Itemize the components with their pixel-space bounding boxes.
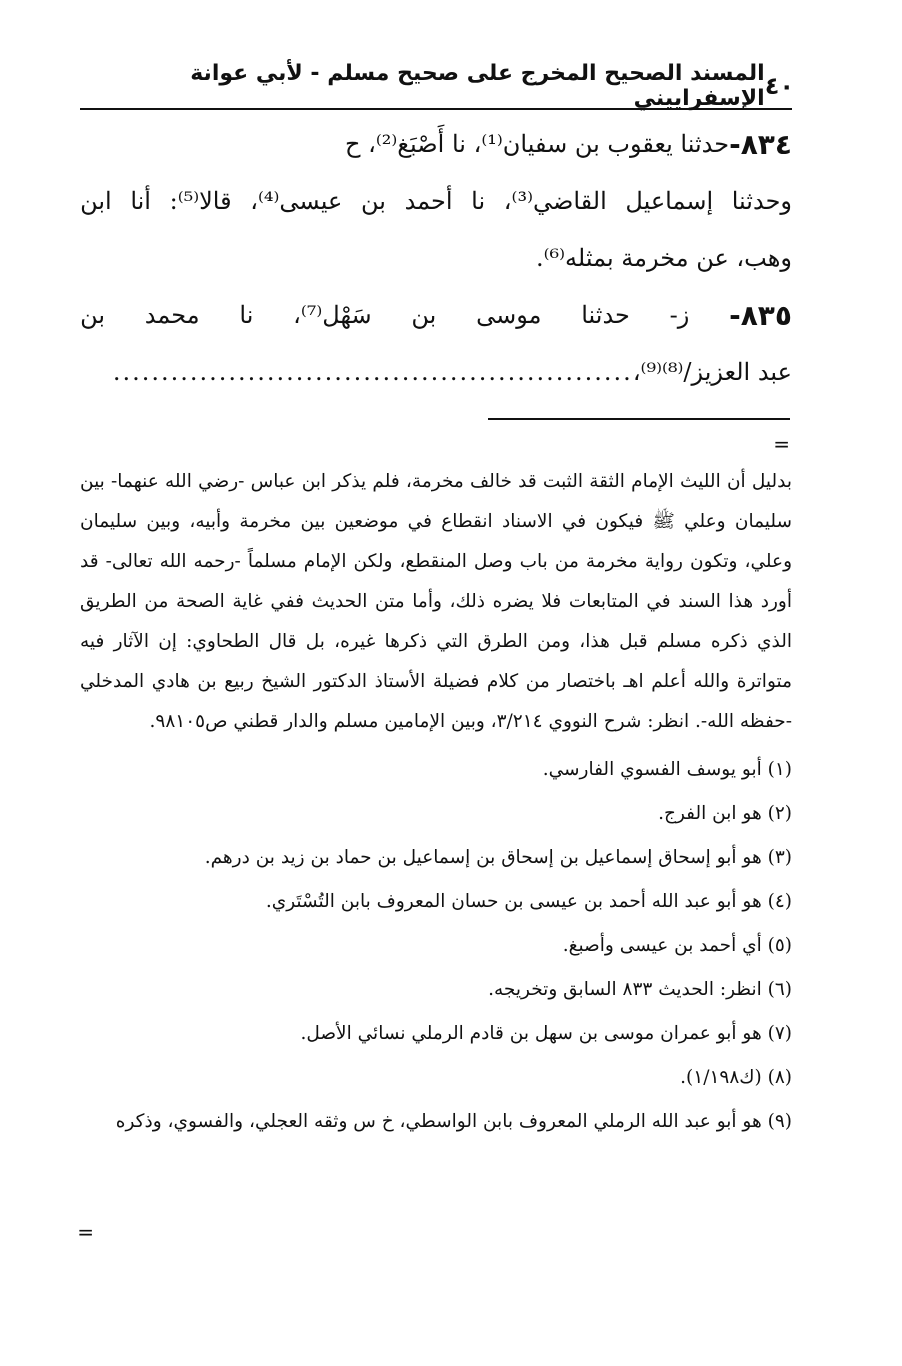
hadith-834-line-2 — [80, 173, 792, 230]
hadith-text — [80, 116, 792, 401]
hadith-834-line-3 — [80, 230, 792, 287]
footnote-8: (٨) (ك١/١٩٨). — [680, 1067, 792, 1088]
word: ابن — [80, 187, 112, 215]
word: قالا⁽⁵⁾: — [169, 187, 232, 215]
running-title: المسند الصحيح المخرج على صحيح مسلم - لأبي عوانة الإسفراييني — [190, 61, 765, 111]
footnote-1: (١) أبو يوسف الفسوي الفارسي. — [542, 759, 792, 780]
word: سَهْل⁽⁷⁾، — [293, 301, 372, 329]
footnote-3: (٣) هو أبو إسحاق إسماعيل بن إسحاق بن إسماعيل بن حماد بن زيد بن درهم. — [204, 847, 792, 868]
footnote-6: (٦) انظر: الحديث ٨٣٣ السابق وتخريجه. — [488, 979, 792, 1000]
word: نا — [471, 187, 486, 215]
page-header — [80, 61, 794, 111]
word: إسماعيل — [625, 187, 714, 215]
word: وحدثنا — [731, 187, 792, 215]
page-number: ٤٠ — [764, 72, 794, 100]
word: حدثنا — [581, 301, 630, 329]
footnote-4: (٤) هو أبو عبد الله أحمد بن عيسى بن حسان المعروف بابن التُسْتَري. — [265, 891, 792, 912]
word: محمد — [144, 301, 200, 329]
hadith-number-834: ٨٣٤- — [729, 128, 792, 161]
footnote-7: (٧) هو أبو عمران موسى بن سهل بن قادم الرملي نسائي الأصل. — [300, 1023, 792, 1044]
hadith-835-text-end: عبد العزيز/⁽⁸⁾⁽⁹⁾، — [632, 358, 792, 386]
continued-footnote-paragraph: بدليل أن الليث الإمام الثقة الثبت قد خالف مخرمة، فلم يذكر ابن عباس -رضي الله عنهما- بين سليمان وعلي ﷺ فيكون في الاسناد انقطاع في موضعين بين مخرمة وأبيه، وبين سليمان وعلي، وتكون رواية مخرمة من باب وصل المنقطع، ولكن الإمام مسلماً -رحمه الله تعالى- قد أورد هذا السند في المتابعات فلا يضره ذلك، وأما متن الحديث ففي غاية الصحة من الطريق الذي ذكره مسلم قبل هذا، ومن الطرق التي ذكرها غيره، بل قال الطحاوي: إن الآثار فيه متواترة والله أعلم اهـ باختصار من كلام فضيلة الأستاذ الدكتور الشيخ ربيع بن هادي المدخلي -حفظه الله-. انظر: شرح النووي ٣/٢١٤، وبين الإمامين مسلم والدار قطني ص٩٨١٠٥. — [80, 471, 792, 732]
footnote-list — [80, 748, 792, 1144]
footnote-separator — [488, 418, 790, 420]
word: أحمد — [404, 187, 453, 215]
continuation-marker: = — [773, 432, 790, 456]
hadith-834-text: حدثنا يعقوب بن سفيان⁽¹⁾، نا أَصْبَغ⁽²⁾، ح — [345, 130, 730, 158]
end-marker: = — [77, 1220, 94, 1244]
footnote-2: (٢) هو ابن الفرج. — [658, 803, 792, 824]
word: موسى — [476, 301, 542, 329]
footnote-9: (٩) هو أبو عبد الله الرملي المعروف بابن الواسطي، خ س وثقه العجلي، والفسوي، وذكره — [115, 1111, 792, 1132]
hadith-835-line-1 — [80, 287, 792, 344]
hadith-834-text-end: وهب، عن مخرمة بمثله⁽⁶⁾. — [535, 244, 792, 272]
word: نا — [239, 301, 254, 329]
footnotes — [80, 462, 792, 1144]
footnote-5: (٥) أي أحمد بن عيسى وأصبغ. — [562, 935, 792, 956]
header-rule — [80, 108, 792, 110]
word: بن — [360, 187, 386, 215]
hadith-835-line-2 — [80, 344, 792, 401]
word: أنا — [130, 187, 151, 215]
word: عيسى⁽⁴⁾، — [250, 187, 343, 215]
word: بن — [80, 301, 106, 329]
omission-dots: ...................................................... — [112, 358, 633, 386]
hadith-834-line-1 — [80, 116, 792, 173]
word: القاضي⁽³⁾، — [503, 187, 607, 215]
hadith-number-835: ٨٣٥- — [729, 299, 792, 332]
word: ز- — [669, 301, 690, 329]
word: بن — [411, 301, 437, 329]
